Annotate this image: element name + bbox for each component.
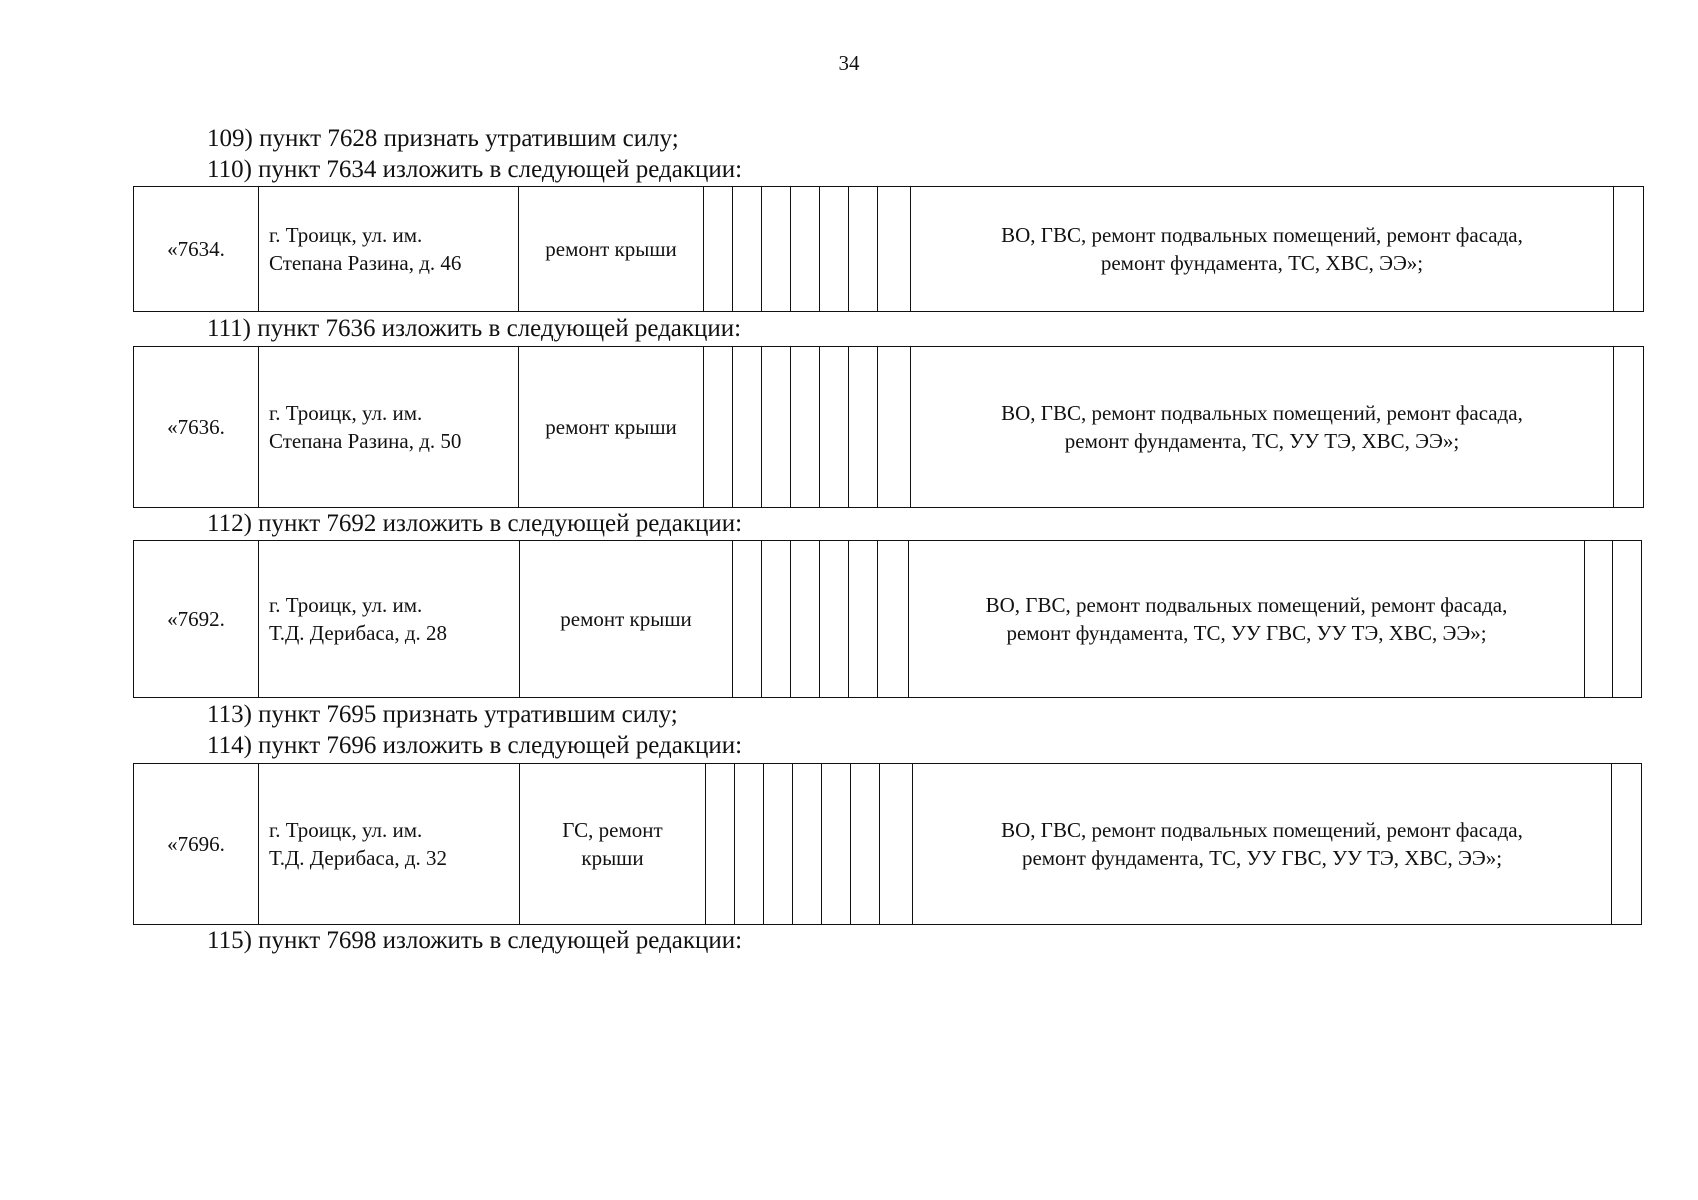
empty-cell bbox=[1614, 347, 1644, 508]
work-cell bbox=[519, 347, 704, 508]
other-works-cell bbox=[911, 347, 1614, 508]
address-line-1: г. Троицк, ул. им. bbox=[269, 401, 423, 425]
row-number: «7634. bbox=[167, 237, 225, 261]
work-line-1: ремонт крыши bbox=[545, 237, 677, 261]
empty-cell bbox=[822, 764, 851, 925]
row-number: «7636. bbox=[167, 415, 225, 439]
empty-cell bbox=[849, 187, 878, 312]
empty-cell bbox=[791, 187, 820, 312]
empty-cell bbox=[820, 187, 849, 312]
other-works-line-1: ВО, ГВС, ремонт подвальных помещений, ремонт фасада, bbox=[1001, 223, 1523, 247]
paragraph-115: 115) пункт 7698 изложить в следующей редакции: bbox=[207, 927, 743, 954]
table-row bbox=[134, 541, 1642, 698]
other-works-line-2: ремонт фундамента, ТС, УУ ГВС, УУ ТЭ, ХВС, ЭЭ»; bbox=[1006, 621, 1487, 645]
table-row bbox=[134, 347, 1644, 508]
paragraph-109: 109) пункт 7628 признать утратившим силу; bbox=[207, 125, 679, 152]
empty-cell bbox=[791, 347, 820, 508]
address-cell bbox=[259, 764, 520, 925]
paragraph-111: 111) пункт 7636 изложить в следующей редакции: bbox=[207, 315, 742, 342]
empty-cell bbox=[878, 187, 911, 312]
empty-cell bbox=[764, 764, 793, 925]
record-table-7636 bbox=[133, 346, 1644, 508]
empty-cell bbox=[762, 187, 791, 312]
other-works-line-1: ВО, ГВС, ремонт подвальных помещений, ремонт фасада, bbox=[1001, 401, 1523, 425]
page-number: 34 bbox=[838, 51, 860, 75]
empty-cell bbox=[1612, 764, 1642, 925]
row-number: «7696. bbox=[167, 832, 225, 856]
address-cell bbox=[259, 541, 520, 698]
row-number-cell bbox=[134, 764, 259, 925]
work-line-1: ремонт крыши bbox=[545, 415, 677, 439]
other-works-cell bbox=[911, 187, 1614, 312]
empty-cell bbox=[820, 541, 849, 698]
other-works-line-2: ремонт фундамента, ТС, УУ ГВС, УУ ТЭ, ХВС, ЭЭ»; bbox=[1021, 846, 1503, 870]
empty-cell bbox=[733, 347, 762, 508]
row-number-cell bbox=[134, 541, 259, 698]
other-works-line-2: ремонт фундамента, ТС, УУ ТЭ, ХВС, ЭЭ»; bbox=[1064, 429, 1460, 453]
empty-cell bbox=[791, 541, 820, 698]
work-cell bbox=[520, 541, 733, 698]
row-number-cell bbox=[134, 187, 259, 312]
empty-cell bbox=[793, 764, 822, 925]
empty-cell bbox=[849, 541, 878, 698]
work-line-1: ГС, ремонт bbox=[562, 818, 663, 842]
empty-cell bbox=[735, 764, 764, 925]
paragraph-113: 113) пункт 7695 признать утратившим силу; bbox=[207, 701, 678, 728]
work-line-2: крыши bbox=[581, 846, 644, 870]
table-row bbox=[134, 187, 1644, 312]
empty-cell bbox=[1585, 541, 1613, 698]
address-line-2: Степана Разина, д. 46 bbox=[269, 251, 462, 275]
record-table-7634 bbox=[133, 186, 1644, 312]
paragraph-110: 110) пункт 7634 изложить в следующей редакции: bbox=[207, 156, 743, 183]
empty-cell bbox=[706, 764, 735, 925]
row-number-cell bbox=[134, 347, 259, 508]
address-cell bbox=[259, 347, 519, 508]
address-line-1: г. Троицк, ул. им. bbox=[269, 818, 423, 842]
other-works-cell bbox=[909, 541, 1585, 698]
empty-cell bbox=[762, 541, 791, 698]
paragraph-114: 114) пункт 7696 изложить в следующей редакции: bbox=[207, 732, 743, 759]
address-line-2: Т.Д. Дерибаса, д. 28 bbox=[269, 621, 448, 645]
record-table-7696 bbox=[133, 763, 1642, 925]
row-number: «7692. bbox=[167, 607, 225, 631]
work-cell bbox=[520, 764, 706, 925]
empty-cell bbox=[878, 347, 911, 508]
empty-cell bbox=[820, 347, 849, 508]
address-cell bbox=[259, 187, 519, 312]
address-line-2: Т.Д. Дерибаса, д. 32 bbox=[269, 846, 448, 870]
empty-cell bbox=[880, 764, 913, 925]
empty-cell bbox=[733, 541, 762, 698]
empty-cell bbox=[704, 187, 733, 312]
other-works-line-1: ВО, ГВС, ремонт подвальных помещений, ремонт фасада, bbox=[985, 593, 1508, 617]
empty-cell bbox=[851, 764, 880, 925]
empty-cell bbox=[1613, 541, 1642, 698]
empty-cell bbox=[1614, 187, 1644, 312]
other-works-line-2: ремонт фундамента, ТС, ХВС, ЭЭ»; bbox=[1100, 251, 1424, 275]
empty-cell bbox=[878, 541, 909, 698]
empty-cell bbox=[849, 347, 878, 508]
work-cell bbox=[519, 187, 704, 312]
address-line-2: Степана Разина, д. 50 bbox=[269, 429, 462, 453]
empty-cell bbox=[733, 187, 762, 312]
other-works-cell bbox=[913, 764, 1612, 925]
paragraph-112: 112) пункт 7692 изложить в следующей редакции: bbox=[207, 510, 743, 537]
address-line-1: г. Троицк, ул. им. bbox=[269, 223, 423, 247]
table-row bbox=[134, 764, 1642, 925]
record-table-7692 bbox=[133, 540, 1642, 698]
empty-cell bbox=[762, 347, 791, 508]
other-works-line-1: ВО, ГВС, ремонт подвальных помещений, ремонт фасада, bbox=[1001, 818, 1523, 842]
address-line-1: г. Троицк, ул. им. bbox=[269, 593, 423, 617]
empty-cell bbox=[704, 347, 733, 508]
work-line-1: ремонт крыши bbox=[560, 607, 692, 631]
